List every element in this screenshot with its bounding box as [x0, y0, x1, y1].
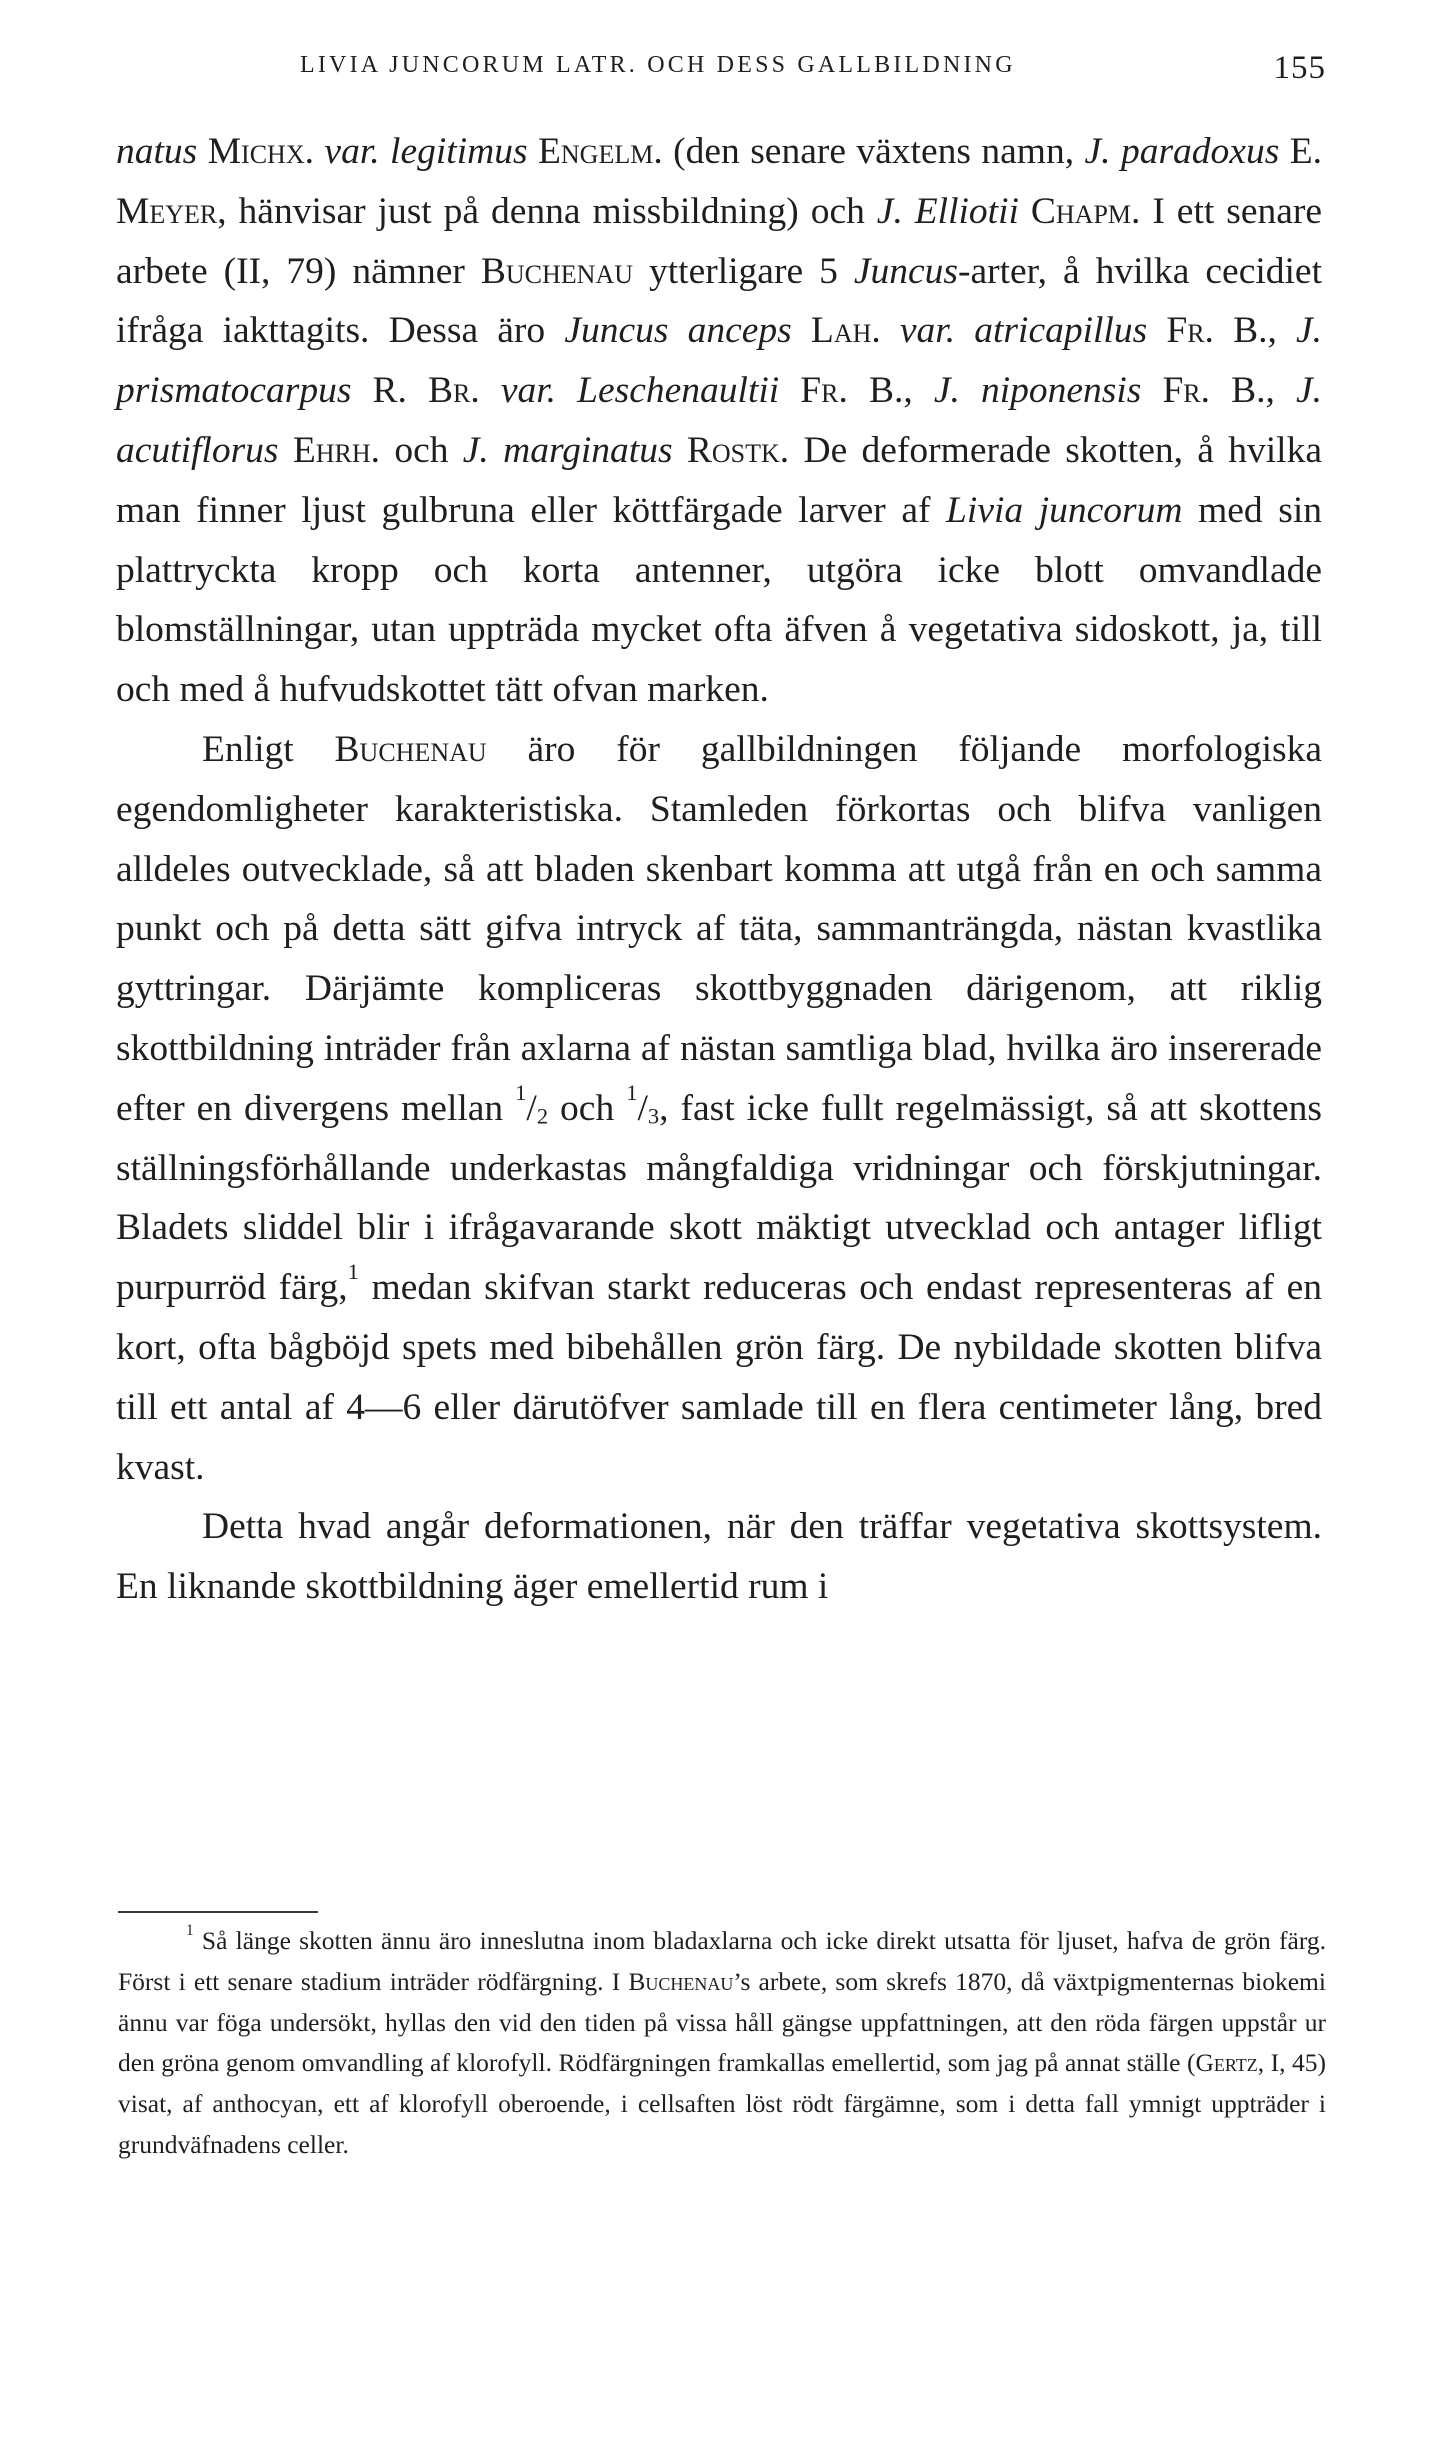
fraction-numerator: 1	[626, 1079, 638, 1105]
text-run	[1277, 310, 1296, 351]
fraction-denominator: 2	[536, 1103, 549, 1129]
text-run: hänvisar just på denna missbildning) och	[226, 190, 877, 232]
text-run: medan skifvan starkt reduceras och endast representeras af en kort, ofta bågböjd spets med bibehållen grön färg. De nybildade skotten blifva till ett antal af 4—6 eller därutöfver samlade till en flera centimeter lång, bred kvast.	[116, 1267, 1323, 1488]
author-name: Meyer,	[116, 190, 227, 232]
author-name: Fr. B.,	[1166, 310, 1277, 352]
taxon-name: J. marginatus	[462, 429, 673, 471]
text-run	[1275, 370, 1296, 411]
fraction-denominator: 3	[647, 1103, 660, 1129]
text-run	[1141, 370, 1162, 411]
taxon-name: var. legitimus	[324, 131, 528, 172]
text-run	[673, 430, 687, 471]
author-name: Fr. B.,	[800, 370, 913, 412]
taxon-name: J. niponensis	[933, 370, 1142, 412]
text-run: R.	[351, 370, 429, 412]
body-text	[116, 122, 1322, 1617]
taxon-name: J. acutiflorus	[116, 370, 1323, 471]
text-run: -arter, å hvilka cecidiet ifråga iakttagits. Dessa äro	[116, 250, 1322, 352]
text-run: Detta hvad angår deformationen, när den träffar vegetativa skottsystem. En liknande skottbildning äger emellertid rum i	[116, 1506, 1322, 1608]
taxon-name: J. prismatocarpus	[116, 310, 1323, 412]
footnote-marker: 1	[186, 1922, 194, 1940]
text-run: , fast icke fullt regelmässigt, så att skottens ställningsförhållande underkastas mångfaldiga vridningar och förskjutningar. Bladets sliddel blir i ifrågavarande skott mäktigt utvecklad och antager lifligt purpurröd färg,	[116, 1087, 1322, 1309]
author-name: Buchenau	[628, 1966, 734, 1996]
text-run: Så länge skotten ännu äro inneslutna inom bladaxlarna och icke direkt utsatta för ljuset, hafva de grön färg. Först i ett senare stadium inträder rödfärgning. I	[118, 1926, 1326, 1996]
paragraph-2: Enligt Buchenau äro för gallbildningen följande morfologiska egendomligheter karakteristiska. Stamleden förkortas och blifva vanligen alldeles outvecklade, så att bladen skenbart komma att utgå från en och samma punkt och på detta sätt gifva intryck af täta, sammanträngda, nästan kvastlika gyttringar. Därjämte kompliceras skottbyggnaden därigenom, att riklig skottbildning inträder från axlarna af nästan samtliga blad, hvilka äro insererade efter en divergens mellan $^1/_2$ och $^1/_3$, fast icke fullt regelmässigt, så att skottens ställningsförhållande underkastas mångfaldiga vridningar och förskjutningar. Bladets sliddel blir i ifrågavarande skott mäktigt utvecklad och antager lifligt purpurröd färg,$^1$ medan skifvan starkt reduceras och endast representeras af en kort, ofta bågböjd spets med bibehållen grön färg. De nybildade skotten blifva till ett antal af 4—6 eller därutöfver samlade till en flera centimeter lång, bred kvast.	[116, 728, 1323, 1488]
footnote-reference[interactable]: 1	[347, 1258, 359, 1284]
author-name: Rostk.	[686, 429, 790, 471]
text-run: och	[548, 1087, 627, 1129]
fraction-numerator: 1	[515, 1079, 527, 1105]
text-run: med sin plattryckta kropp och korta antenner, utgöra icke blott omvandlade blomställningar, utan uppträda mycket ofta äfven å vegetativa sidoskott, ja, till och med å hufvudskottet tätt ofvan marken.	[116, 489, 1323, 711]
text-run: ytterligare 5	[633, 250, 854, 292]
taxon-name: Juncus anceps	[564, 310, 792, 352]
text-run: De deformerade skotten, å hvilka man finner ljust gulbruna eller köttfärgade larver af	[116, 429, 1322, 531]
footnote-separator	[118, 1911, 318, 1913]
text-run: äro för gallbildningen följande morfologiska egendomligheter karakteristiska. Stamleden förkortas och blifva vanligen alldeles outvecklade, så att bladen skenbart komma att utgå från en och samma punkt och på detta sätt gifva intryck af täta, sammanträngda, nästan kvastlika gyttringar. Därjämte kompliceras skottbyggnaden därigenom, att riklig skottbildning inträder från axlarna af nästan samtliga blad, hvilka äro insererade efter en divergens mellan	[116, 728, 1323, 1129]
text-run	[1019, 191, 1031, 232]
text-run	[480, 370, 501, 411]
text-run: I ett senare arbete (II, 79) nämner	[116, 190, 1322, 292]
text-run: och	[380, 429, 463, 471]
text-run	[1147, 310, 1166, 351]
taxon-name: var. Leschenaultii	[500, 370, 780, 412]
author-name: Ehrh.	[292, 429, 381, 471]
author-name: Gertz,	[1195, 2048, 1265, 2078]
running-head: LIVIA JUNCORUM LATR. OCH DESS GALLBILDNING	[300, 52, 1016, 78]
text-run: (den senare växtens namn,	[662, 131, 1085, 172]
text-run: E.	[1279, 131, 1323, 172]
text-run	[197, 131, 207, 172]
taxon-name: J. Elliotii	[876, 190, 1019, 232]
author-name: Br.	[428, 370, 480, 412]
paragraph-3	[116, 1497, 1322, 1617]
text-run: ’s arbete, som skrefs 1870, då växtpigmenternas biokemi ännu var föga undersökt, hyllas den vid den tiden på vissa håll gängse uppfattningen, att den röda färgen uppstår ur den gröna genom omvandling af klorofyll. Rödfärgningen framkallas emellertid, som jag på annat ställe (	[118, 1966, 1326, 2078]
page-header	[0, 52, 1438, 102]
taxon-name: natus	[116, 131, 198, 172]
author-name: Buchenau	[334, 728, 487, 770]
text-run	[913, 370, 934, 411]
footnote	[118, 1921, 1326, 2166]
text-run: I, 45) visat, af anthocyan, ett af klorofyll oberoende, i cellsaften löst rödt färgämne, som i detta fall ymnigt uppträder i grundväfnadens celler.	[118, 2048, 1326, 2159]
author-name: Fr. B.,	[1162, 370, 1275, 412]
text-run: Enligt	[202, 728, 335, 770]
text-run	[792, 310, 811, 351]
text-run	[314, 131, 324, 172]
text-run	[779, 370, 800, 411]
author-name: Chapm.	[1030, 190, 1141, 232]
page-number: 155	[1273, 50, 1326, 86]
author-name: Engelm.	[538, 131, 663, 172]
author-name: Lah.	[810, 310, 881, 352]
text-run	[279, 430, 293, 471]
paragraph-1	[116, 122, 1322, 720]
author-name: Michx.	[207, 131, 314, 172]
text-run	[528, 131, 538, 172]
taxon-name: var. atricapillus	[899, 310, 1148, 352]
taxon-name: Livia juncorum	[946, 489, 1183, 531]
text-run	[881, 310, 900, 351]
taxon-name: J. paradoxus	[1084, 131, 1280, 172]
author-name: Buchenau	[480, 250, 633, 292]
taxon-name: Juncus	[853, 250, 958, 292]
